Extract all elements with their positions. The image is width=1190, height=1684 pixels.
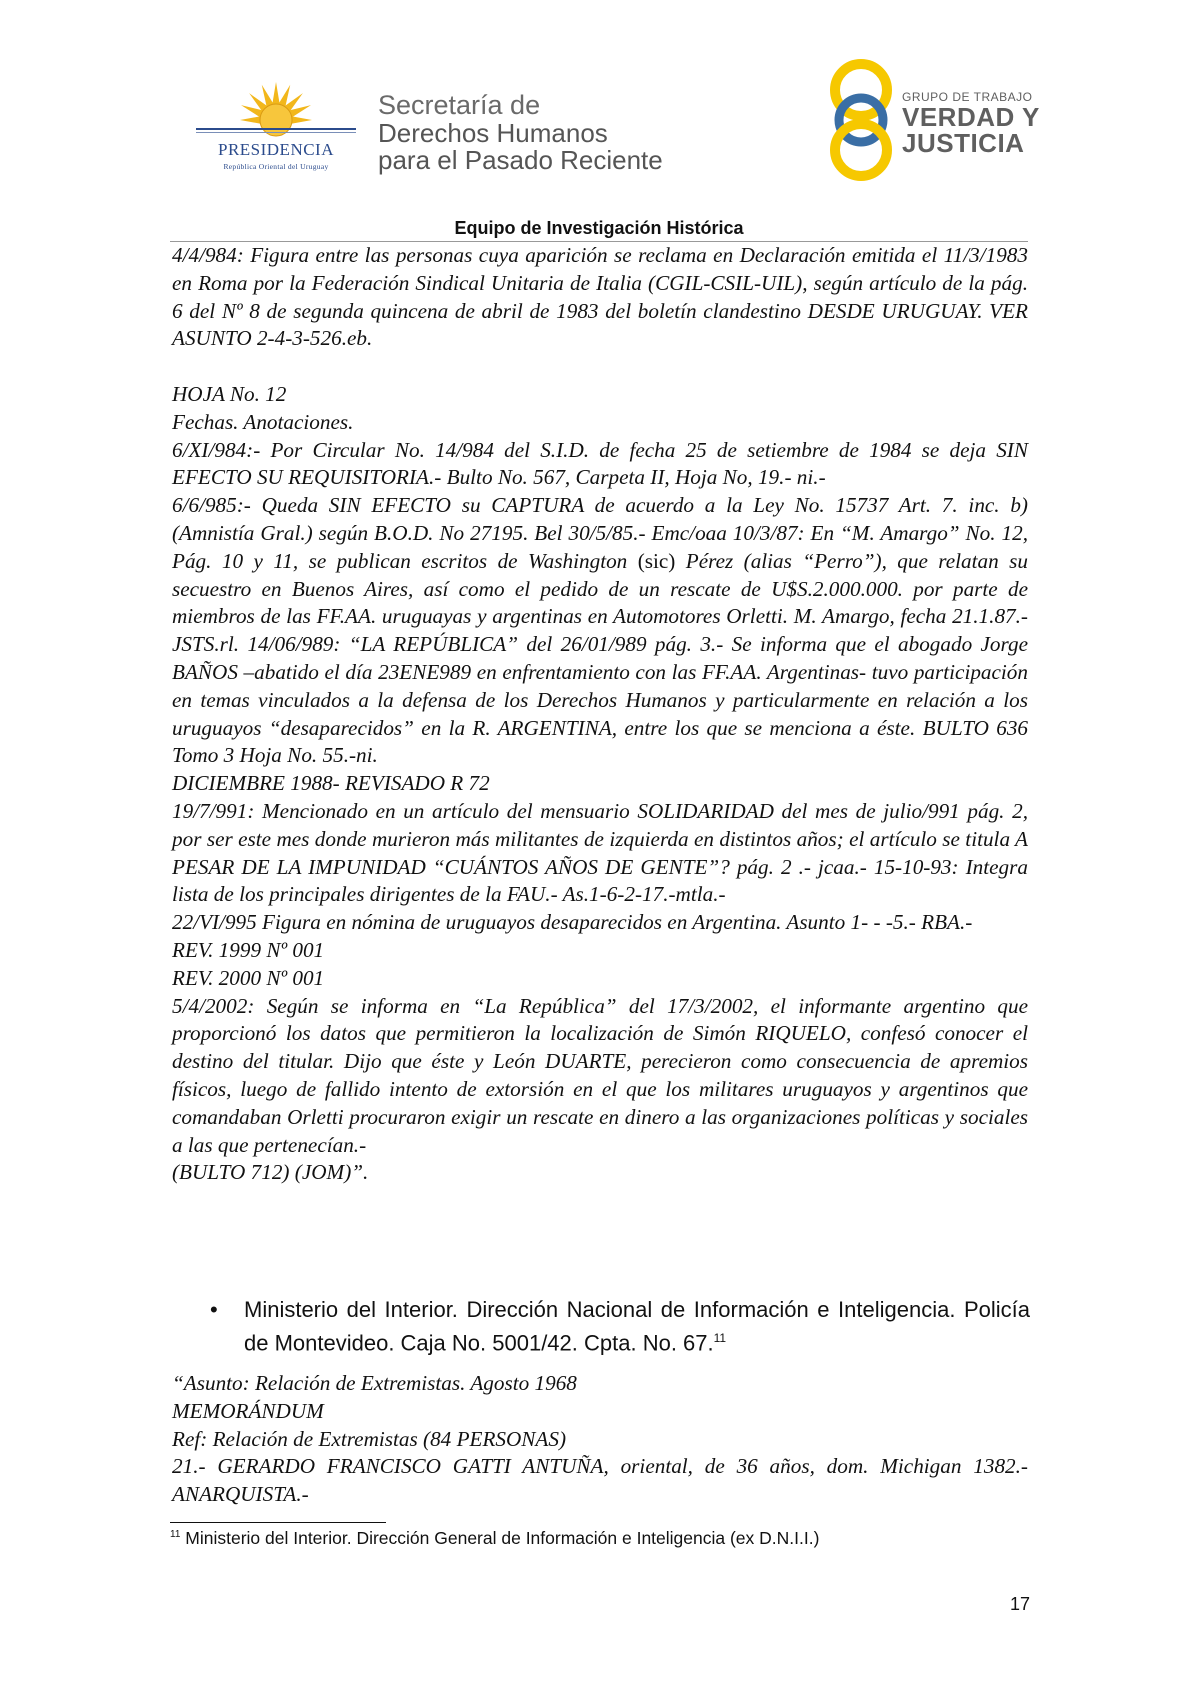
paragraph-p3 [172, 492, 1028, 770]
secretaria-line3: para el Pasado Reciente [378, 145, 663, 175]
bullet-marker: • [210, 1297, 218, 1322]
paragraph-p5: 22/VI/995 Figura en nómina de uruguayos desaparecidos en Argentina. Asunto 1- - -5.- RBA.- [172, 910, 973, 935]
presidencia-label: PRESIDENCIA [217, 140, 334, 159]
rev-1999: REV. 1999 Nº 001 [172, 937, 325, 962]
memo-text [172, 1370, 1028, 1509]
memo-ref: Ref: Relación de Extremistas (84 PERSONAS) [172, 1426, 567, 1451]
paragraph-p7: (BULTO 712) (JOM)”. [172, 1160, 369, 1185]
gvj-line1: GRUPO DE TRABAJO [902, 90, 1033, 104]
presidencia-logo [196, 80, 356, 180]
fechas-label: Fechas. Anotaciones. [172, 409, 354, 434]
paragraph-p4: 19/7/991: Mencionado en un artículo del mensuario SOLIDARIDAD del mes de julio/991 pág. 2, por ser este mes donde murieron más militantes de izquierda en distintos años; el artículo se titula A PESAR DE LA IMPUNIDAD “CUÁNTOS AÑOS DE GENTE”? pág. 2 .- jcaa.- 15-10-93: Integra lista de los principales dirigentes de la FAU.- As.1-6-2-17.-mtla.- [172, 798, 1028, 907]
paragraph-p3b: Pérez (alias “Perro”), que relatan su secuestro en Buenos Aires, así como el pedido de un rescate de U$S.2.000.000. por parte de miembros de las FF.AA. uruguayas y argentinas en Automotores Orletti. M. Amargo, fecha 21.1.87.-JSTS.rl. 14/06/989: “LA REPÚBLICA” del 26/01/989 pág. 3.- Se informa que el abogado Jorge BAÑOS –abatido el día 23ENE989 en enfrentamiento con las FF.AA. Argentinas- tuvo participación en temas vinculados a la defensa de los Derechos Humanos y particularmente en relación a los uruguayos “desaparecidos” en la R. ARGENTINA, entre los que se menciona a éste. BULTO 636 Tomo 3 Hoja No. 55.-ni. [172, 548, 1028, 768]
paragraph-p3a: 6/6/985:- Queda SIN EFECTO su CAPTURA de acuerdo a la Ley No. 15737 Art. 7. inc. b) (Amnistía Gral.) según B.O.D. No 27195. Bel 30/5/85.- Emc/oaa 10/3/87: En “M. Amargo” No. 12, Pág. 10 y 11, se publican escritos de Washington [172, 493, 1028, 573]
secretaria-title [378, 90, 708, 174]
rings-icon [826, 58, 896, 182]
rev-2000: REV. 2000 Nº 001 [172, 965, 325, 990]
footnote-divider [170, 1522, 386, 1523]
gvj-rings-logo [826, 58, 896, 182]
page-number: 17 [1009, 1594, 1030, 1614]
bullet-text-wrap [244, 1296, 1030, 1357]
memo-asunto: “Asunto: Relación de Extremistas. Agosto 1968 [172, 1371, 577, 1395]
source-bullet [210, 1296, 1030, 1357]
gvj-line3: JUSTICIA [902, 128, 1025, 158]
footnote-ref[interactable]: 11 [713, 1331, 727, 1345]
footnote-text: Ministerio del Interior. Dirección General de Información e Inteligencia (ex D.N.I.I.) [185, 1528, 820, 1548]
bullet-text: Ministerio del Interior. Dirección Nacional de Información e Inteligencia. Policía de Montevideo. Caja No. 5001/42. Cpta. No. 67. [244, 1297, 1030, 1356]
presidencia-subtitle: República Oriental del Uruguay [223, 162, 329, 171]
hoja-label: HOJA No. 12 [172, 381, 287, 406]
paragraph-p1: 4/4/984: Figura entre las personas cuya aparición se reclama en Declaración emitida el 11/3/1983 en Roma por la Federación Sindical Unitaria de Italia (CGIL-CSIL-UIL), según artículo de la pág. 6 del Nº 8 de segunda quincena de abril de 1983 del boletín clandestino DESDE URUGUAY. VER ASUNTO 2-4-3-526.eb. [172, 243, 1028, 351]
memo-entry: 21.- GERARDO FRANCISCO GATTI ANTUÑA, oriental, de 36 años, dom. Michigan 1382.- ANARQUISTA.- [172, 1454, 1028, 1507]
paragraph-p6: 5/4/2002: Según se informa en “La República” del 17/3/2002, el informante argentino que proporcionó los datos que permitieron la localización de Simón RIQUELO, confesó conocer el destino del titular. Dijo que éste y León DUARTE, perecieron como consecuencia de apremios físicos, luego de fallido intento de extorsión en el que los militares uruguayos y argentinos que comandaban Orletti procuraron exigir un rescate en dinero a las organizaciones políticas y sociales a las que pertenecían.- [172, 993, 1028, 1157]
secretaria-line2: Derechos Humanos [378, 118, 608, 148]
memo-heading: MEMORÁNDUM [172, 1398, 324, 1423]
team-heading: Equipo de Investigación Histórica [454, 218, 744, 238]
footnote [170, 1528, 1030, 1549]
gvj-title [902, 90, 1052, 156]
diciembre-label: DICIEMBRE 1988- REVISADO R 72 [172, 771, 490, 796]
sic-note: (sic) [637, 548, 676, 573]
footnote-number: 11 [170, 1529, 181, 1541]
paragraph-p2: 6/XI/984:- Por Circular No. 14/984 del S.I.D. de fecha 25 de setiembre de 1984 se deja SIN EFECTO SU REQUISITORIA.- Bulto No. 567, Carpeta II, Hoja No, 19.- ni.- [172, 437, 1028, 490]
body-text [172, 242, 1028, 1187]
gvj-line2: VERDAD Y [902, 102, 1040, 132]
secretaria-line1: Secretaría de [378, 90, 541, 120]
